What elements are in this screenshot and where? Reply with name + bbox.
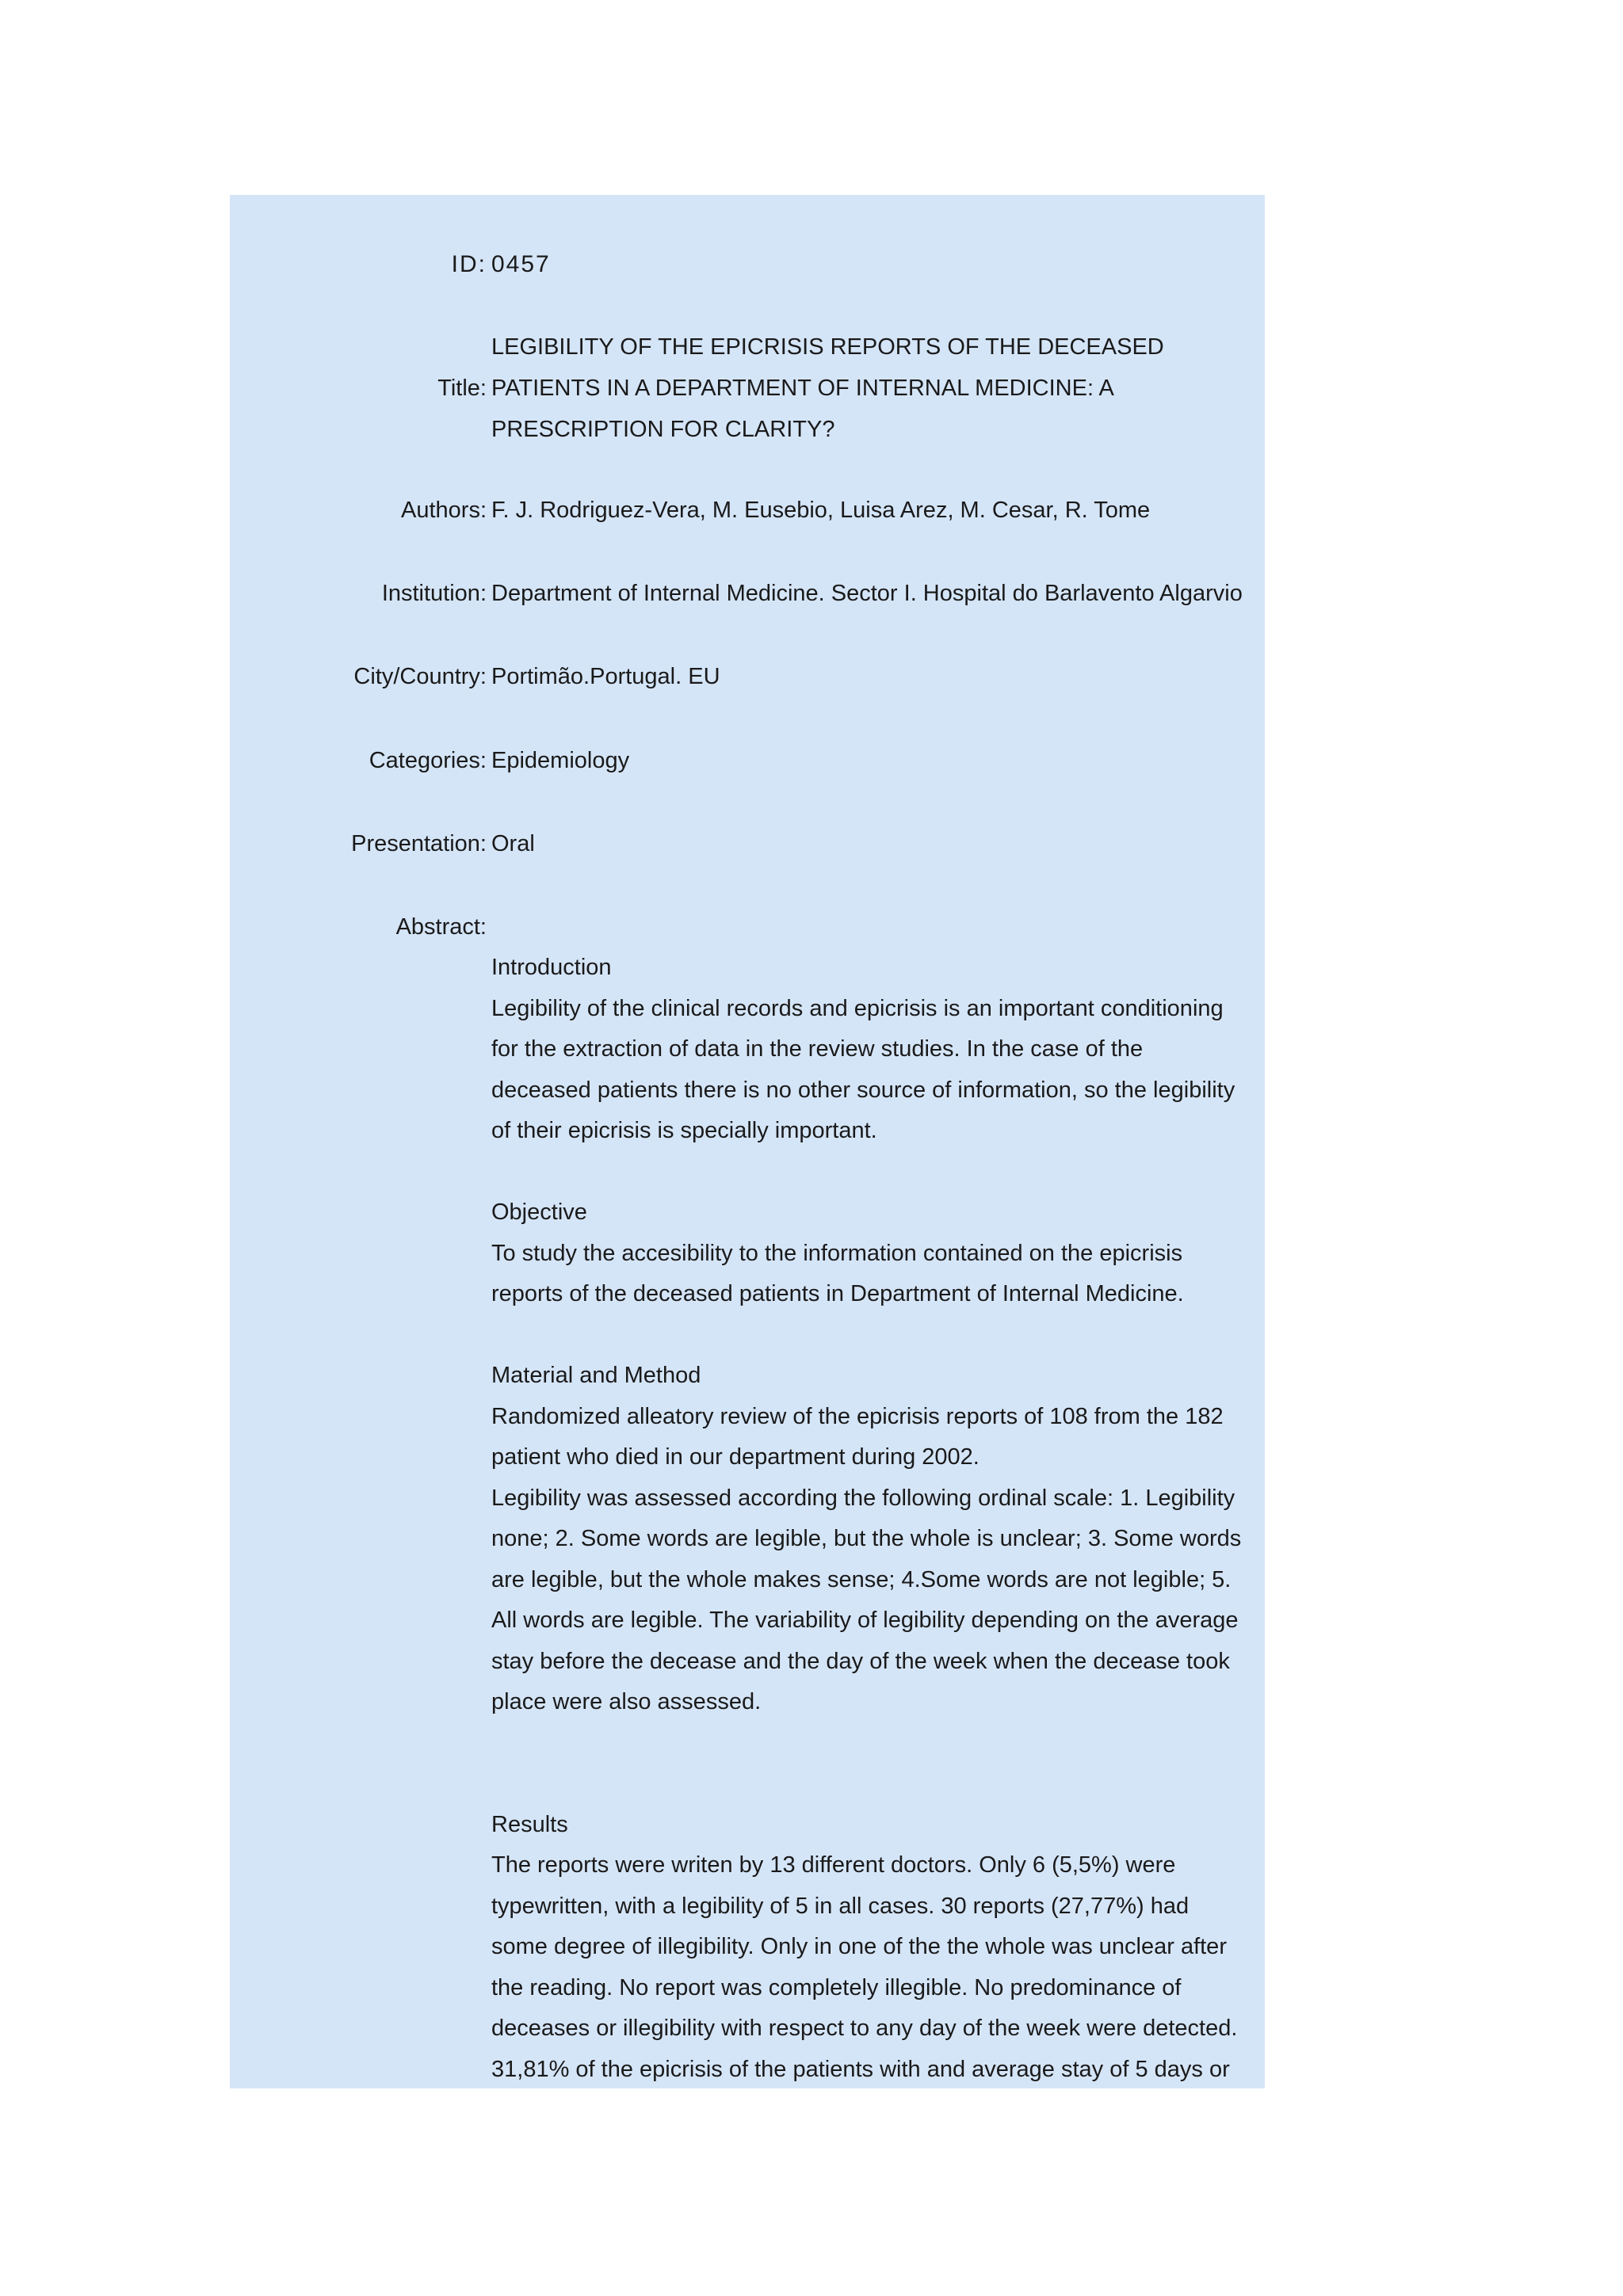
introduction-text-line: for the extraction of data in the review studies. In the case of the <box>491 1036 1144 1062</box>
section-spacer <box>491 1723 1268 1805</box>
results-heading: Results <box>491 1811 568 1837</box>
method-text-line: Legibility was assessed according the following ordinal scale: 1. Legibility <box>491 1485 1235 1511</box>
method-text-line: place were also assessed. <box>491 1689 762 1714</box>
introduction-text-line: Legibility of the clinical records and epicrisis is an important conditioning <box>491 995 1224 1021</box>
introduction-text-line: deceased patients there is no other source of information, so the legibility <box>491 1077 1235 1103</box>
method-text-line: are legible, but the whole makes sense; 4.Some words are not legible; 5. <box>491 1566 1232 1592</box>
method-text-line: patient who died in our department during 2002. <box>491 1444 980 1470</box>
title-line: LEGIBILITY OF THE EPICRISIS REPORTS OF THE DECEASED <box>491 334 1164 360</box>
method-text-line: All words are legible. The variability of legibility depending on the average <box>491 1608 1239 1633</box>
results-text-line: some degree of illegibility. Only in one of the the whole was unclear after <box>491 1934 1227 1959</box>
categories-label: Categories: <box>369 748 487 773</box>
objective-heading: Objective <box>491 1199 587 1225</box>
results-text-line: typewritten, with a legibility of 5 in all cases. 30 reports (27,77%) had <box>491 1893 1190 1919</box>
city-country-label: City/Country: <box>353 664 487 689</box>
section-spacer <box>491 1315 1268 1356</box>
results-text-line: The reports were writen by 13 different doctors. Only 6 (5,5%) were <box>491 1852 1176 1878</box>
presentation-value: Oral <box>491 831 535 856</box>
authors-label: Authors: <box>401 498 487 523</box>
institution-label: Institution: <box>381 581 487 606</box>
method-text-line: Randomized alleatory review of the epicrisis reports of 108 from the 182 <box>491 1403 1224 1429</box>
categories-value: Epidemiology <box>491 748 630 773</box>
results-text-line: deceases or illegibility with respect to any day of the week were detected. <box>491 2016 1238 2041</box>
city-country-value: Portimão.Portugal. EU <box>491 664 720 689</box>
authors-value: F. J. Rodriguez-Vera, M. Eusebio, Luisa Arez, M. Cesar, R. Tome <box>491 498 1151 523</box>
abstract-label: Abstract: <box>395 914 487 940</box>
title-line: PATIENTS IN A DEPARTMENT OF INTERNAL MEDICINE: A <box>491 376 1114 401</box>
method-heading: Material and Method <box>491 1363 701 1388</box>
presentation-label: Presentation: <box>351 831 487 856</box>
id-value: 0457 <box>491 251 551 277</box>
title-line: PRESCRIPTION FOR CLARITY? <box>491 417 835 442</box>
results-text-line: the reading. No report was completely illegible. No predominance of <box>491 1974 1182 2000</box>
method-text-line: none; 2. Some words are legible, but the whole is unclear; 3. Some words <box>491 1526 1242 1551</box>
objective-text-line: reports of the deceased patients in Department of Internal Medicine. <box>491 1281 1184 1306</box>
abstract-body <box>491 948 1268 2090</box>
section-spacer <box>491 1152 1268 1193</box>
objective-text-line: To study the accesibility to the information contained on the epicrisis <box>491 1240 1183 1266</box>
id-label: ID: <box>451 251 487 277</box>
title-value <box>491 326 1268 450</box>
introduction-heading: Introduction <box>491 955 612 980</box>
method-text-line: stay before the decease and the day of the week when the decease took <box>491 1648 1230 1674</box>
title-row <box>230 326 1265 450</box>
title-label: Title: <box>437 376 487 401</box>
introduction-text-line: of their epicrisis is specially important. <box>491 1118 877 1143</box>
institution-value: Department of Internal Medicine. Sector I. Hospital do Barlavento Algarvio <box>491 581 1243 606</box>
results-text-line: 31,81% of the epicrisis of the patients with and average stay of 5 days or <box>491 2056 1230 2082</box>
abstract-record-panel <box>230 195 1265 2088</box>
